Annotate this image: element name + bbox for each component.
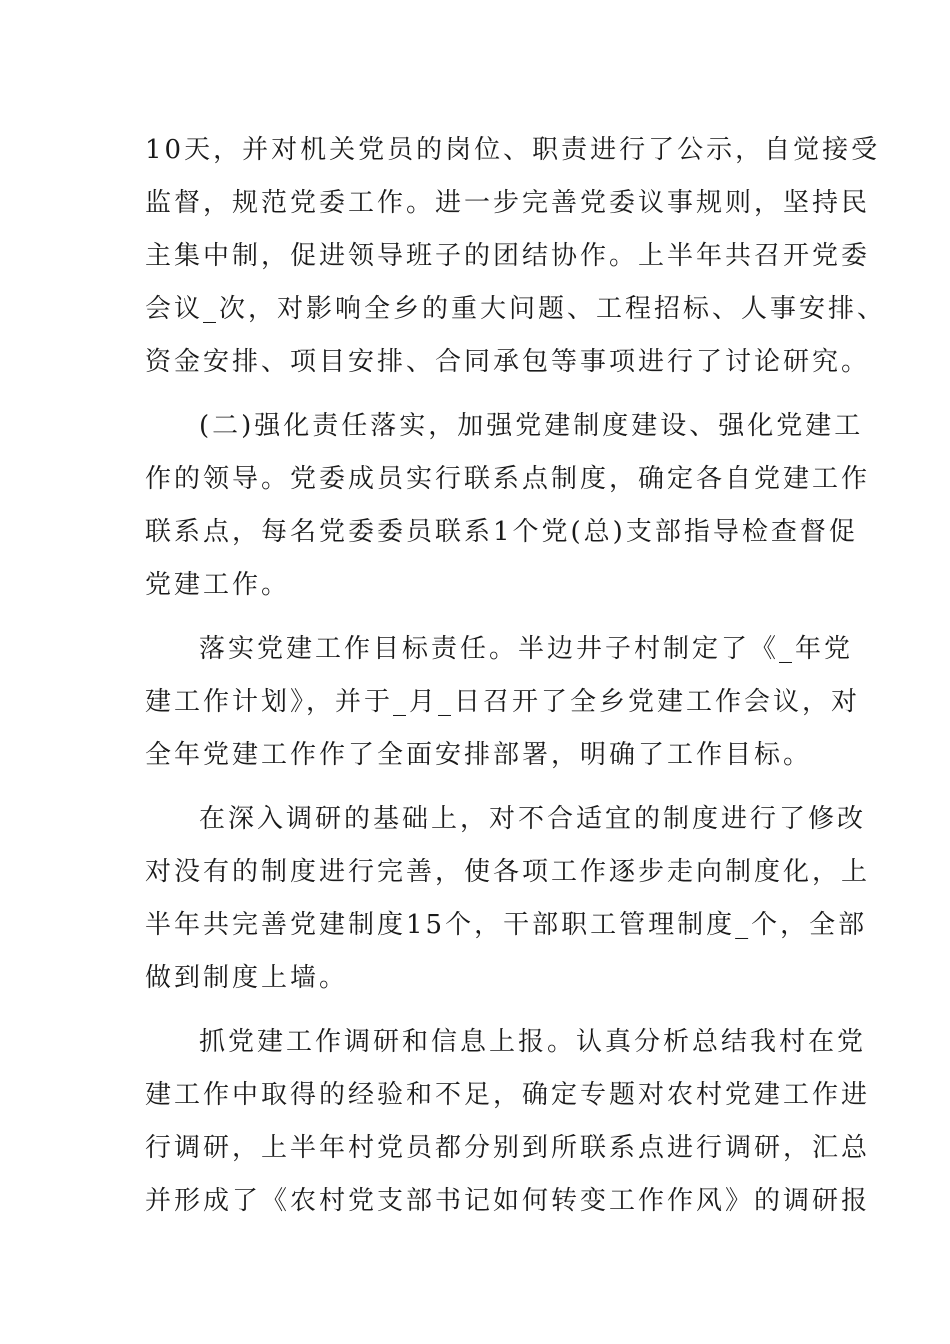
paragraph-line: 主集中制，促进领导班子的团结协作。上半年共召开党委 bbox=[145, 241, 871, 271]
paragraph-line: 作的领导。党委成员实行联系点制度，确定各自党建工作 bbox=[145, 464, 871, 494]
paragraph-line: 做到制度上墙。 bbox=[145, 963, 349, 993]
paragraph-line: 行调研，上半年村党员都分别到所联系点进行调研，汇总 bbox=[145, 1133, 871, 1163]
paragraph-line: 会议_次，对影响全乡的重大问题、工程招标、人事安排、 bbox=[145, 294, 887, 324]
paragraph-line: 全年党建工作作了全面安排部署，明确了工作目标。 bbox=[145, 740, 813, 770]
paragraph-1 bbox=[145, 124, 887, 389]
paragraph-line: 党建工作。 bbox=[145, 570, 291, 600]
paragraph-line: 监督，规范党委工作。进一步完善党委议事规则，坚持民 bbox=[145, 188, 871, 218]
paragraph-line: 半年共完善党建制度15个，干部职工管理制度_个，全部 bbox=[145, 910, 868, 940]
document-body bbox=[145, 124, 887, 1239]
paragraph-line: 建工作计划》，并于_月_日召开了全乡党建工作会议，对 bbox=[145, 687, 861, 717]
paragraph-line: 落实党建工作目标责任。半边井子村制定了《_年党 bbox=[199, 634, 854, 664]
paragraph-line: 10天，并对机关党员的岗位、职责进行了公示，自觉接受 bbox=[145, 135, 881, 165]
paragraph-4 bbox=[145, 793, 871, 1005]
paragraph-line: 并形成了《农村党支部书记如何转变工作作风》的调研报 bbox=[145, 1186, 871, 1216]
paragraph-2 bbox=[145, 400, 871, 612]
paragraph-3 bbox=[145, 623, 861, 782]
paragraph-line: 建工作中取得的经验和不足，确定专题对农村党建工作进 bbox=[145, 1080, 871, 1110]
paragraph-line: 对没有的制度进行完善，使各项工作逐步走向制度化，上 bbox=[145, 857, 871, 887]
paragraph-line: 抓党建工作调研和信息上报。认真分析总结我村在党 bbox=[199, 1027, 867, 1057]
paragraph-line: 资金安排、项目安排、合同承包等事项进行了讨论研究。 bbox=[145, 347, 871, 377]
paragraph-line: 在深入调研的基础上，对不合适宜的制度进行了修改 bbox=[199, 804, 867, 834]
paragraph-5 bbox=[145, 1016, 871, 1228]
paragraph-line: 联系点，每名党委委员联系1个党(总)支部指导检查督促 bbox=[145, 517, 858, 547]
paragraph-line: (二)强化责任落实，加强党建制度建设、强化党建工 bbox=[199, 411, 864, 441]
